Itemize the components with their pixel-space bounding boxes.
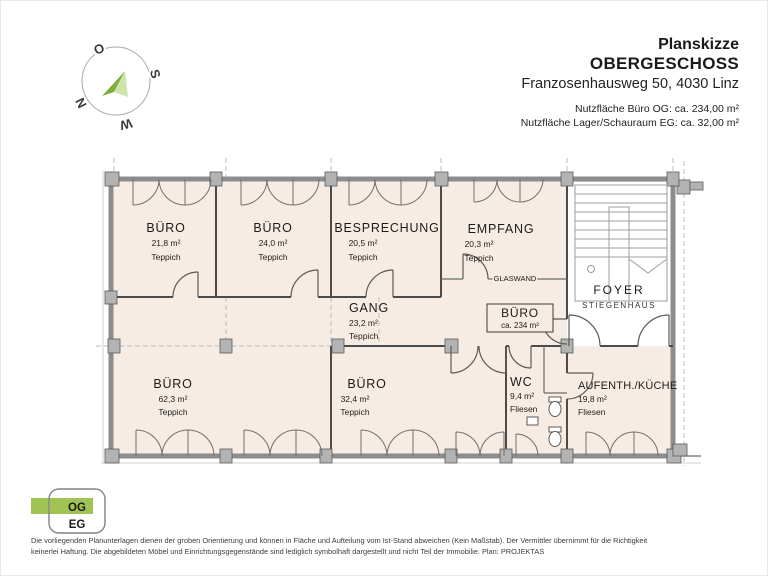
room-area: 9,4 m² bbox=[510, 391, 535, 401]
glaswand-label: GLASWAND bbox=[493, 274, 537, 283]
compass-o: O bbox=[91, 39, 107, 58]
office-total-label bbox=[487, 304, 553, 332]
room-name: BÜRO bbox=[146, 221, 186, 235]
room-floor: Teppich bbox=[348, 252, 378, 262]
footer-disclaimer bbox=[31, 536, 745, 557]
legend-og[interactable]: OG bbox=[68, 502, 86, 514]
floor-plan-svg bbox=[1, 1, 768, 577]
room-floor: Teppich bbox=[349, 331, 379, 341]
room-floor: Fliesen bbox=[578, 407, 606, 417]
room-name: BÜRO bbox=[153, 377, 193, 391]
room-floor: Teppich bbox=[464, 253, 494, 263]
room-area: 20,5 m² bbox=[348, 238, 378, 248]
room-area: 21,8 m² bbox=[151, 238, 181, 248]
room-name: BESPRECHUNG bbox=[334, 221, 440, 235]
room-label-buero-1 bbox=[146, 221, 185, 262]
room-name: BÜRO bbox=[253, 221, 293, 235]
compass-icon bbox=[72, 40, 164, 133]
room-area: 62,3 m² bbox=[158, 394, 188, 404]
area-info-og: Nutzfläche Büro OG: ca. 234,00 m² bbox=[575, 103, 739, 115]
stiegenhaus-label: STIEGENHAUS bbox=[582, 301, 656, 310]
room-floor: Teppich bbox=[258, 252, 288, 262]
office-total-area: ca. 234 m² bbox=[501, 321, 539, 330]
disclaimer-line-2: keinerlei Haftung. Die abgebildeten Möbel und Einrichtungsgegenstände sind lediglich symbolhaft dargestellt und nicht Teil der Immobilie. Plan: PROJEKTAS bbox=[31, 546, 545, 556]
legend-eg[interactable]: EG bbox=[68, 519, 86, 531]
room-label-buero-2 bbox=[253, 221, 292, 262]
room-name: GANG bbox=[349, 301, 390, 315]
page-title: Planskizze bbox=[658, 36, 739, 53]
room-area: 20,3 m² bbox=[464, 239, 494, 249]
legend-floor-selector bbox=[31, 489, 105, 533]
compass-w: W bbox=[118, 115, 134, 134]
room-area: 23,2 m² bbox=[349, 318, 378, 328]
room-name: BÜRO bbox=[347, 377, 387, 391]
foyer-label: FOYER bbox=[593, 283, 645, 297]
room-floor: Fliesen bbox=[510, 404, 538, 414]
compass-s: S bbox=[146, 67, 164, 80]
room-name: AUFENTH./KÜCHE bbox=[578, 380, 678, 392]
room-floor: Teppich bbox=[151, 252, 181, 262]
room-label-buero-3 bbox=[153, 377, 192, 417]
area-info-eg: Nutzfläche Lager/Schauraum EG: ca. 32,00 m² bbox=[520, 117, 739, 129]
room-floor: Teppich bbox=[340, 407, 370, 417]
room-name: EMPFANG bbox=[467, 222, 535, 236]
compass-n: N bbox=[72, 95, 90, 111]
page-subtitle: OBERGESCHOSS bbox=[589, 54, 739, 73]
address: Franzosenhausweg 50, 4030 Linz bbox=[521, 76, 739, 92]
room-area: 32,4 m² bbox=[340, 394, 370, 404]
office-total-name: BÜRO bbox=[501, 306, 539, 320]
disclaimer-line-1: Die vorliegenden Planunterlagen dienen der groben Orientierung und können in Fläche und Aufteilung vom Ist-Stand abweichen (Kein Maßstab). Der Vermittler übernimmt für die Richtigkeit bbox=[31, 536, 648, 545]
room-floor: Teppich bbox=[158, 407, 188, 417]
room-area: 19,8 m² bbox=[578, 394, 607, 404]
room-area: 24,0 m² bbox=[258, 238, 288, 248]
north-arrow-icon bbox=[102, 71, 128, 97]
room-name: WC bbox=[510, 375, 533, 389]
